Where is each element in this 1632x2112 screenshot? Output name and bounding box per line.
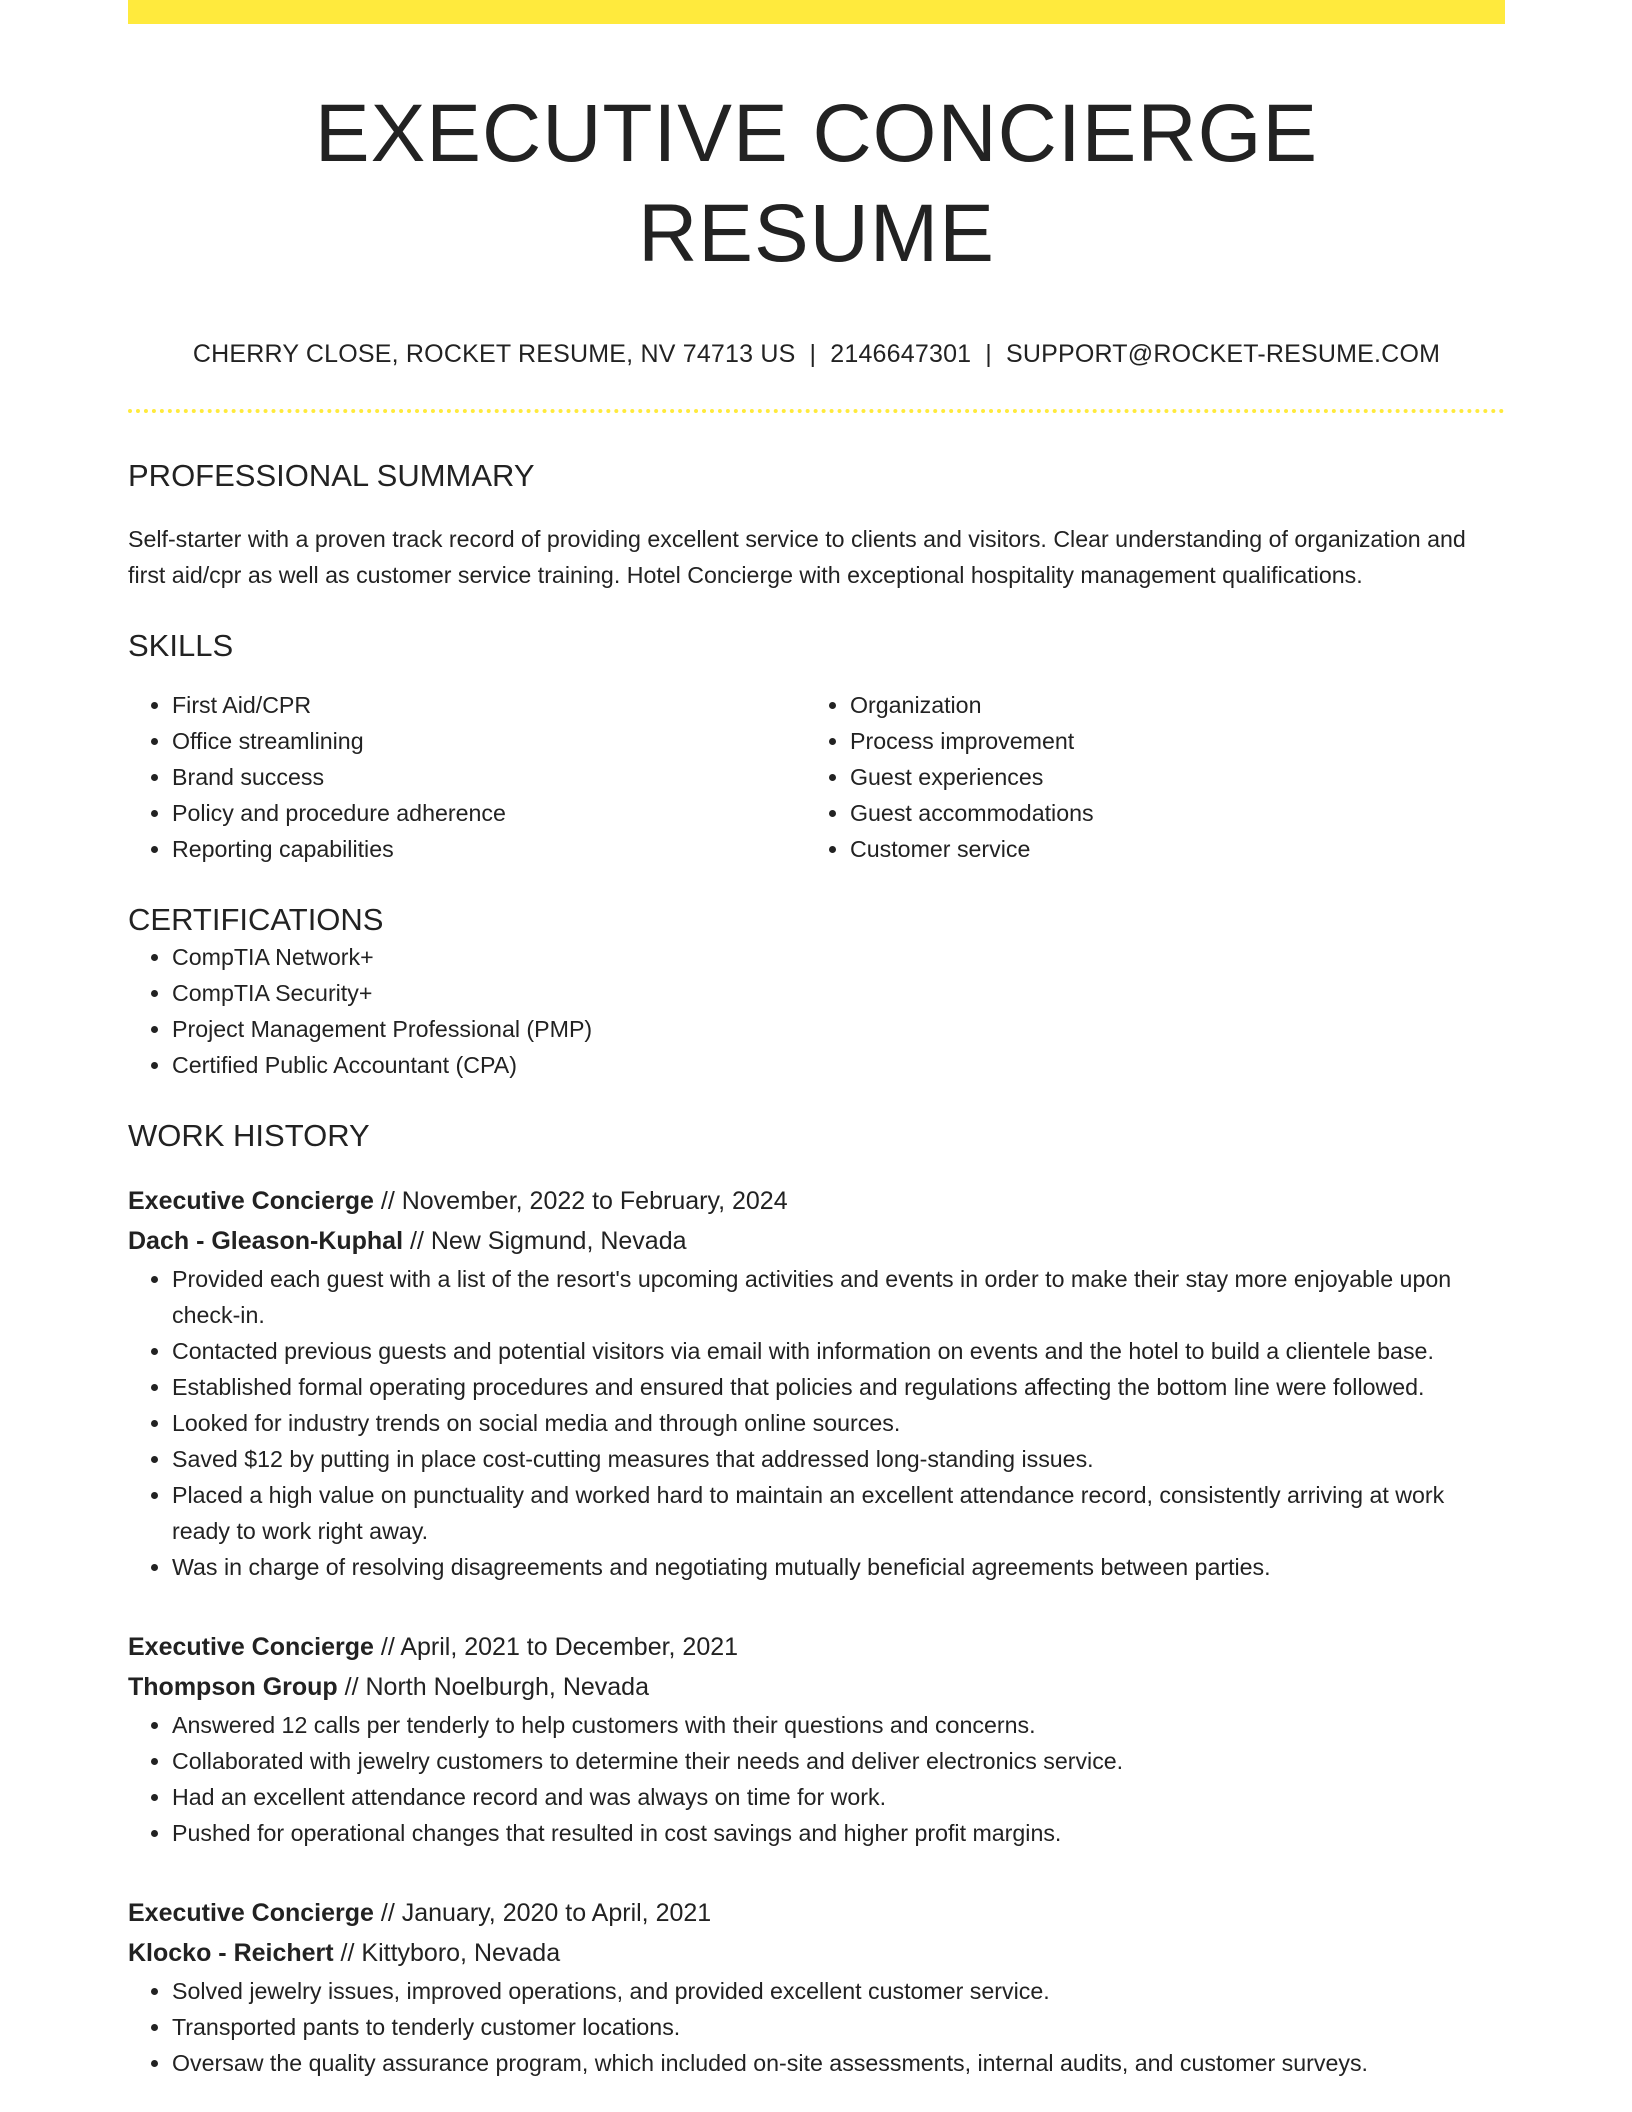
work-history-heading: WORK HISTORY <box>128 1117 370 1153</box>
job-bullet: • Was in charge of resolving disagreements and negotiating mutually beneficial agreements between parties. <box>172 1549 1505 1585</box>
dotted-divider <box>128 409 1505 413</box>
job-dates: // April, 2021 to December, 2021 <box>373 1632 739 1661</box>
job-bullet: • Pushed for operational changes that resulted in cost savings and higher profit margins. <box>172 1815 1505 1851</box>
contact-separator: | <box>985 339 992 368</box>
skills-column-right <box>806 687 1484 867</box>
skill-item: • Reporting capabilities <box>172 831 806 867</box>
job-bullet: • Solved jewelry issues, improved operations, and provided excellent customer service. <box>172 1973 1505 2009</box>
summary-text: Self-starter with a proven track record of providing excellent service to clients and visitors. Clear understanding of organization and first aid/cpr as well as customer service training. Hotel Concierge with exceptional hospitality management qualifications. <box>128 525 1466 588</box>
skill-item: • First Aid/CPR <box>172 687 806 723</box>
certifications-heading: CERTIFICATIONS <box>128 901 384 937</box>
job-title-line <box>128 1627 1505 1667</box>
skill-item: • Guest accommodations <box>850 795 1484 831</box>
job-bullet: • Collaborated with jewelry customers to determine their needs and deliver electronics service. <box>172 1743 1505 1779</box>
certification-item: • Certified Public Accountant (CPA) <box>172 1047 1505 1083</box>
summary-heading: PROFESSIONAL SUMMARY <box>128 457 535 493</box>
job-dates: // November, 2022 to February, 2024 <box>373 1186 788 1215</box>
job-company: Klocko - Reichert <box>128 1938 334 1967</box>
job-bullet: • Provided each guest with a list of the resort's upcoming activities and events in order to make their stay more enjoyable upon check-in. <box>172 1261 1505 1333</box>
contact-phone: 2146647301 <box>830 339 972 368</box>
skills-heading: SKILLS <box>128 627 234 663</box>
job-entry <box>128 1893 1505 2081</box>
job-title: Executive Concierge <box>128 1186 374 1215</box>
job-title-line <box>128 1181 1505 1221</box>
job-title-line <box>128 1893 1505 1933</box>
job-company: Dach - Gleason-Kuphal <box>128 1226 404 1255</box>
job-bullet: • Saved $12 by putting in place cost-cutting measures that addressed long-standing issues. <box>172 1441 1505 1477</box>
certifications-list <box>128 939 1505 1083</box>
job-company-line <box>128 1933 1505 1973</box>
job-bullet: • Contacted previous guests and potential visitors via email with information on events and the hotel to build a clientele base. <box>172 1333 1505 1369</box>
job-bullets <box>128 1707 1505 1851</box>
certification-item: • Project Management Professional (PMP) <box>172 1011 1505 1047</box>
job-title: Executive Concierge <box>128 1898 374 1927</box>
job-bullets <box>128 1973 1505 2081</box>
job-company: Thompson Group <box>128 1672 338 1701</box>
job-location: // New Sigmund, Nevada <box>403 1226 687 1255</box>
job-bullet: • Had an excellent attendance record and was always on time for work. <box>172 1779 1505 1815</box>
skill-item: • Customer service <box>850 831 1484 867</box>
job-bullets <box>128 1261 1505 1585</box>
skills-column-left <box>128 687 806 867</box>
contact-separator: | <box>809 339 817 368</box>
job-bullet: • Oversaw the quality assurance program, which included on-site assessments, internal audits, and customer surveys. <box>172 2045 1505 2081</box>
job-bullet: • Established formal operating procedures and ensured that policies and regulations affecting the bottom line were followed. <box>172 1369 1505 1405</box>
skill-item: • Policy and procedure adherence <box>172 795 806 831</box>
skill-item: • Process improvement <box>850 723 1484 759</box>
resume-content <box>128 0 1505 2081</box>
job-location: // North Noelburgh, Nevada <box>337 1672 649 1701</box>
job-bullet: • Answered 12 calls per tenderly to help customers with their questions and concerns. <box>172 1707 1505 1743</box>
job-entry <box>128 1627 1505 1851</box>
certification-item: • CompTIA Security+ <box>172 975 1505 1011</box>
accent-top-bar <box>128 0 1505 24</box>
job-bullet: • Looked for industry trends on social media and through online sources. <box>172 1405 1505 1441</box>
skills-grid <box>128 687 1505 867</box>
job-bullet: • Transported pants to tenderly customer locations. <box>172 2009 1505 2045</box>
certification-item: • CompTIA Network+ <box>172 939 1505 975</box>
contact-line <box>128 339 1505 369</box>
job-bullet: • Placed a high value on punctuality and worked hard to maintain an excellent attendance record, consistently arriving at work ready to work right away. <box>172 1477 1505 1549</box>
job-company-line <box>128 1221 1505 1261</box>
skill-item: • Guest experiences <box>850 759 1484 795</box>
contact-email: SUPPORT@ROCKET-RESUME.COM <box>1005 339 1441 368</box>
job-entry <box>128 1181 1505 1585</box>
job-location: // Kittyboro, Nevada <box>333 1938 561 1967</box>
skills-list-right <box>806 687 1484 867</box>
contact-address: CHERRY CLOSE, ROCKET RESUME, NV 74713 US <box>192 339 796 368</box>
job-company-line <box>128 1667 1505 1707</box>
skill-item: • Organization <box>850 687 1484 723</box>
job-dates: // January, 2020 to April, 2021 <box>373 1898 712 1927</box>
job-title: Executive Concierge <box>128 1632 374 1661</box>
skills-list-left <box>128 687 806 867</box>
skill-item: • Brand success <box>172 759 806 795</box>
resume-title: EXECUTIVE CONCIERGE RESUME <box>314 88 1319 279</box>
skill-item: • Office streamlining <box>172 723 806 759</box>
